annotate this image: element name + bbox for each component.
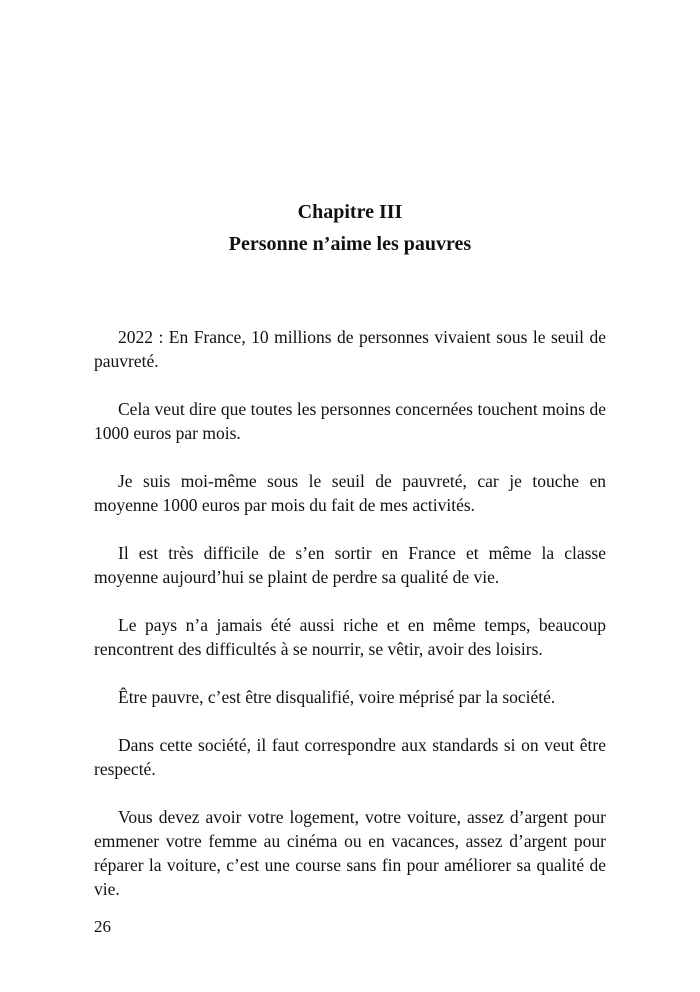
paragraph: Vous devez avoir votre logement, votre voiture, assez d’argent pour emmener votre femme au cinéma ou en vacances, assez d’argent pour réparer la voiture, c’est une course sans fin pour améliorer sa qualité de vie. (94, 807, 606, 899)
paragraph: Le pays n’a jamais été aussi riche et en même temps, beaucoup rencontrent des difficultés à se nourrir, se vêtir, avoir des loisirs. (94, 615, 606, 659)
body-text (94, 325, 606, 925)
paragraph: 2022 : En France, 10 millions de personnes vivaient sous le seuil de pauvreté. (94, 327, 606, 371)
chapter-heading (0, 196, 700, 260)
paragraph: Être pauvre, c’est être disqualifié, voire méprisé par la société. (118, 687, 556, 707)
chapter-title: Personne n’aime les pauvres (228, 233, 472, 255)
paragraph: Dans cette société, il faut correspondre aux standards si on veut être respecté. (94, 735, 606, 779)
chapter-number: Chapitre III (297, 201, 403, 223)
paragraph: Cela veut dire que toutes les personnes concernées touchent moins de 1000 euros par mois. (94, 399, 606, 443)
paragraph: Il est très difficile de s’en sortir en France et même la classe moyenne aujourd’hui se plaint de perdre sa qualité de vie. (94, 543, 606, 587)
paragraph: Je suis moi-même sous le seuil de pauvreté, car je touche en moyenne 1000 euros par mois du fait de mes activités. (94, 471, 606, 515)
page-number: 26 (94, 917, 111, 936)
